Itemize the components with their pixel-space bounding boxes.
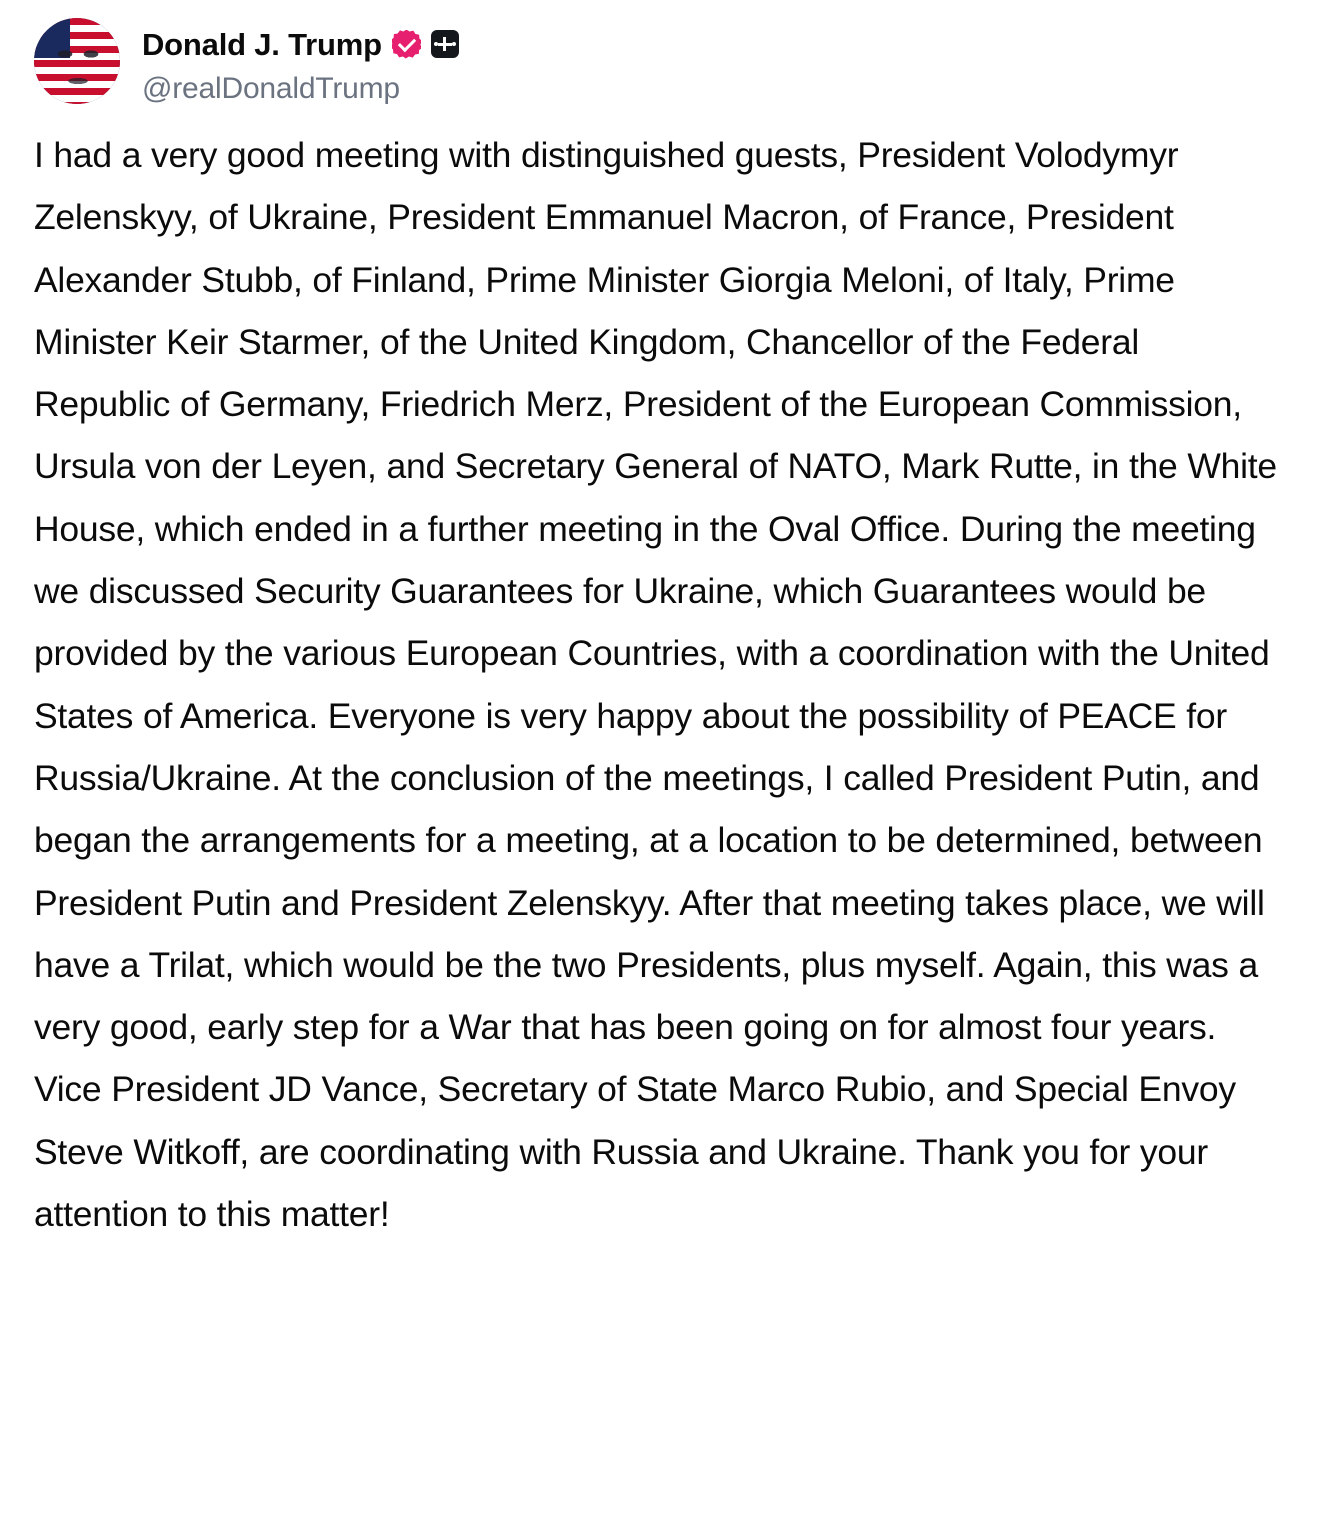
boost-icon[interactable] [431, 30, 459, 58]
post-body [0, 104, 1319, 1271]
post-text: I had a very good meeting with distinguished guests, President Volodymyr Zelenskyy, of Ukraine, President Emmanuel Macron, of France, President Alexander Stubb, of Finland, Prime Minister Giorgia Meloni, of Italy, Prime Minister Keir Starmer, of the United Kingdom, Chancellor of the Federal Republic of Germany, Friedrich Merz, President of the European Commission, Ursula von der Leyen, and Secretary General of NATO, Mark Rutte, in the White House, which ended in a further meeting in the Oval Office. During the meeting we discussed Security Guarantees for Ukraine, which Guarantees would be provided by the various European Countries, with a coordination with the United States of America. Everyone is very happy about the possibility of PEACE for Russia/Ukraine. At the conclusion of the meetings, I called President Putin, and began the arrangements for a meeting, at a location to be determined, between President Putin and President Zelenskyy. After that meeting takes place, we will have a Trilat, which would be the two Presidents, plus myself. Again, this was a very good, early step for a War that has been going on for almost four years. Vice President JD Vance, Secretary of State Marco Rubio, and Special Envoy Steve Witkoff, are coordinating with Russia and Ukraine. Thank you for your attention to this matter! [34, 135, 1277, 1235]
face-overlay [34, 18, 120, 104]
verified-icon [392, 30, 421, 59]
boost-plus-horizontal [438, 43, 452, 46]
author-display-name: Donald J. Trump [142, 26, 382, 62]
boost-dot-right [452, 42, 456, 46]
author-info [142, 18, 459, 104]
post-header [0, 0, 1319, 104]
author-handle[interactable]: @realDonaldTrump [142, 72, 400, 105]
author-name-row [142, 24, 459, 64]
avatar[interactable] [34, 18, 120, 104]
